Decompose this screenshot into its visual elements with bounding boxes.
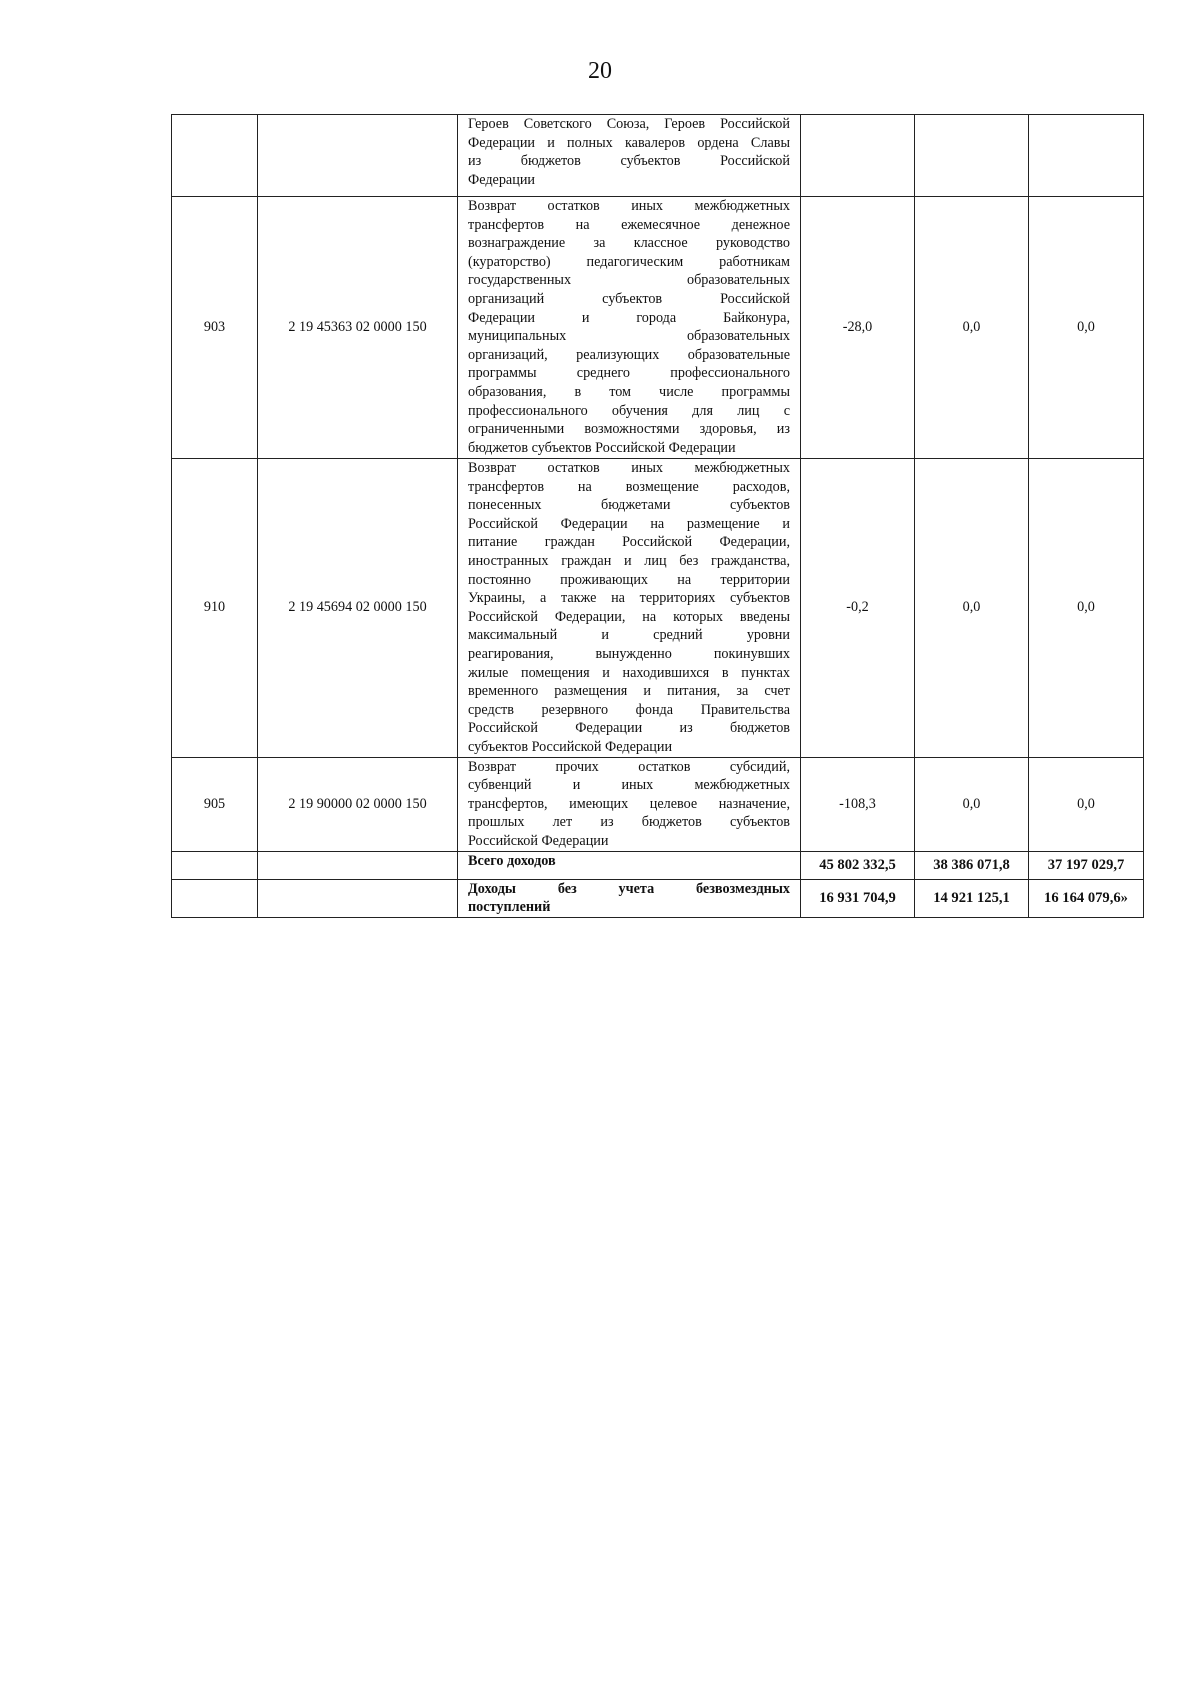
description-line: из бюджетов субъектов Российской — [468, 153, 790, 170]
description-line: Российской Федерации, на которых введены — [468, 608, 790, 625]
admin-code-cell: 903 — [172, 197, 258, 459]
description-line: муниципальных образовательных — [468, 328, 790, 345]
description-line: Украины, а также на территориях субъектов — [468, 590, 790, 607]
value-year3-cell: 0,0 — [1029, 757, 1144, 851]
value-year2-cell: 0,0 — [915, 197, 1029, 459]
page-number: 20 — [588, 58, 612, 84]
revenue-table — [171, 114, 1144, 918]
description-line: субвенций и иных межбюджетных — [468, 777, 790, 794]
description-line: прошлых лет из бюджетов субъектов — [468, 814, 790, 831]
description-line: образования, в том числе программы — [468, 383, 790, 400]
kbk-code-cell — [258, 115, 458, 197]
description-line: программы среднего профессионального — [468, 365, 790, 382]
description-line: Всего доходов — [468, 852, 556, 869]
admin-code-cell: 910 — [172, 459, 258, 758]
description-line: субъектов Российской Федерации — [468, 738, 673, 755]
value-year1-cell: -0,2 — [801, 459, 915, 758]
description-line: бюджетов субъектов Российской Федерации — [468, 439, 736, 456]
description-line: организаций, реализующих образовательные — [468, 346, 790, 363]
table-row — [172, 197, 1144, 459]
description-line: трансфертов, имеющих целевое назначение, — [468, 795, 790, 812]
table-row — [172, 459, 1144, 758]
total-year2-cell: 14 921 125,1 — [915, 879, 1029, 917]
value-year2-cell: 0,0 — [915, 757, 1029, 851]
kbk-code-cell: 2 19 45694 02 0000 150 — [258, 459, 458, 758]
admin-code-cell: 905 — [172, 757, 258, 851]
description-line: реагирования, вынужденно покинувших — [468, 645, 790, 662]
total-row — [172, 851, 1144, 879]
description-line: Российской Федерации на размещение и — [468, 515, 790, 532]
total-year1-cell: 45 802 332,5 — [801, 851, 915, 879]
value-year3-cell — [1029, 115, 1144, 197]
total-year3-cell: 16 164 079,6» — [1029, 879, 1144, 917]
value-year2-cell — [915, 115, 1029, 197]
description-line: трансфертов на возмещение расходов, — [468, 478, 790, 495]
description-line: государственных образовательных — [468, 272, 790, 289]
description-line: (кураторство) педагогическим работникам — [468, 253, 790, 270]
total-year2-cell: 38 386 071,8 — [915, 851, 1029, 879]
value-year1-cell: -108,3 — [801, 757, 915, 851]
total-year3-cell: 37 197 029,7 — [1029, 851, 1144, 879]
description-line: ограниченными возможностями здоровья, из — [468, 421, 790, 438]
admin-code-cell — [172, 115, 258, 197]
admin-code-cell — [172, 851, 258, 879]
total-year1-cell: 16 931 704,9 — [801, 879, 915, 917]
value-year1-cell: -28,0 — [801, 197, 915, 459]
description-cell — [458, 757, 801, 851]
kbk-code-cell — [258, 851, 458, 879]
description-line: вознаграждение за классное руководство — [468, 235, 790, 252]
total-row — [172, 879, 1144, 917]
description-cell — [458, 851, 801, 879]
description-line: постоянно проживающих на территории — [468, 571, 790, 588]
value-year3-cell: 0,0 — [1029, 459, 1144, 758]
description-line: Российской Федерации — [468, 832, 609, 849]
description-line: Возврат прочих остатков субсидий, — [468, 758, 790, 775]
description-line: Федерации и города Байконура, — [468, 309, 790, 326]
admin-code-cell — [172, 879, 258, 917]
description-line: Российской Федерации из бюджетов — [468, 720, 790, 737]
description-line: максимальный и средний уровни — [468, 627, 790, 644]
description-line: средств резервного фонда Правительства — [468, 701, 790, 718]
description-line: Возврат остатков иных межбюджетных — [468, 198, 790, 214]
description-line: временного размещения и питания, за счет — [468, 683, 790, 700]
value-year1-cell — [801, 115, 915, 197]
description-line: Доходы без учета безвозмездных — [468, 880, 790, 897]
description-cell — [458, 115, 801, 197]
description-line: Возврат остатков иных межбюджетных — [468, 460, 790, 476]
kbk-code-cell: 2 19 90000 02 0000 150 — [258, 757, 458, 851]
description-cell — [458, 879, 801, 917]
description-line: Федерации и полных кавалеров ордена Славы — [468, 134, 790, 151]
table-row — [172, 757, 1144, 851]
table-body — [172, 115, 1144, 918]
description-line: поступлений — [468, 899, 551, 916]
description-line: организаций субъектов Российской — [468, 290, 790, 307]
description-cell — [458, 459, 801, 758]
value-year3-cell: 0,0 — [1029, 197, 1144, 459]
table-row — [172, 115, 1144, 197]
description-line: жилые помещения и находившихся в пунктах — [468, 664, 790, 681]
description-line: иностранных граждан и лиц без гражданства, — [468, 552, 790, 569]
description-line: профессионального обучения для лиц с — [468, 402, 790, 419]
kbk-code-cell: 2 19 45363 02 0000 150 — [258, 197, 458, 459]
description-line: Героев Советского Союза, Героев Российской — [468, 116, 790, 132]
description-line: Федерации — [468, 171, 536, 188]
description-line: питание граждан Российской Федерации, — [468, 534, 790, 551]
value-year2-cell: 0,0 — [915, 459, 1029, 758]
kbk-code-cell — [258, 879, 458, 917]
description-line: понесенных бюджетами субъектов — [468, 497, 790, 514]
description-line: трансфертов на ежемесячное денежное — [468, 216, 790, 233]
description-cell — [458, 197, 801, 459]
